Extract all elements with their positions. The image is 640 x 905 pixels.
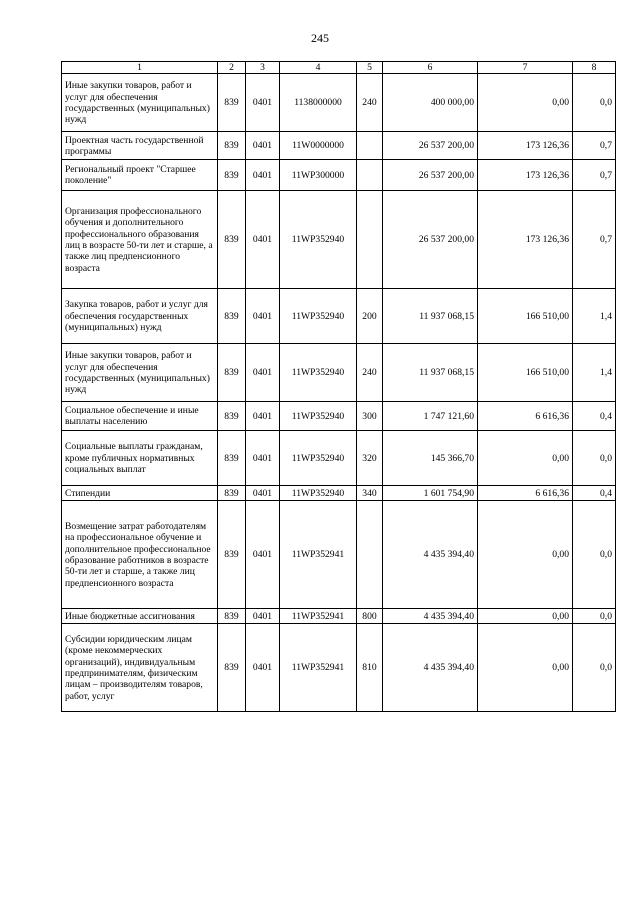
cell-percent: 0,7	[573, 132, 616, 160]
cell-section: 0401	[246, 74, 280, 132]
table-row	[62, 501, 616, 609]
cell-percent: 0,0	[573, 74, 616, 132]
cell-target: 11WP352940	[280, 191, 357, 289]
cell-section: 0401	[246, 501, 280, 609]
cell-actual: 0,00	[478, 74, 573, 132]
cell-code: 839	[218, 74, 246, 132]
cell-percent: 0,0	[573, 431, 616, 486]
table-row	[62, 402, 616, 431]
cell-plan: 1 747 121,60	[383, 402, 478, 431]
cell-actual: 6 616,36	[478, 402, 573, 431]
cell-actual: 0,00	[478, 624, 573, 712]
table-row	[62, 132, 616, 160]
table-row	[62, 609, 616, 624]
cell-target: 11WP352940	[280, 402, 357, 431]
cell-section: 0401	[246, 191, 280, 289]
cell-actual: 173 126,36	[478, 132, 573, 160]
cell-section: 0401	[246, 289, 280, 344]
cell-plan: 26 537 200,00	[383, 191, 478, 289]
cell-code: 839	[218, 191, 246, 289]
table-row	[62, 624, 616, 712]
cell-plan: 145 366,70	[383, 431, 478, 486]
row-name: Возмещение затрат работодателям на профессиональное обучение и дополнительное профессиональное образование работников в возрасте 50-ти лет и старше, а также лиц предпенсионного возраста	[62, 501, 218, 609]
cell-percent: 1,4	[573, 344, 616, 402]
table-row	[62, 344, 616, 402]
row-name: Стипендии	[62, 486, 218, 501]
cell-section: 0401	[246, 160, 280, 191]
cell-target: 11W0000000	[280, 132, 357, 160]
row-name: Иные закупки товаров, работ и услуг для обеспечения государственных (муниципальных) нужд	[62, 74, 218, 132]
header-cell: 1	[62, 62, 218, 74]
header-cell: 6	[383, 62, 478, 74]
row-name: Проектная часть государственной программы	[62, 132, 218, 160]
cell-target: 11WP352941	[280, 624, 357, 712]
cell-actual: 166 510,00	[478, 289, 573, 344]
cell-target: 11WP352940	[280, 431, 357, 486]
table-row	[62, 74, 616, 132]
table-row	[62, 191, 616, 289]
header-cell: 7	[478, 62, 573, 74]
cell-code: 839	[218, 289, 246, 344]
cell-plan: 4 435 394,40	[383, 624, 478, 712]
page-number: 245	[311, 31, 329, 45]
row-name: Иные закупки товаров, работ и услуг для обеспечения государственных (муниципальных) нужд	[62, 344, 218, 402]
cell-code: 839	[218, 431, 246, 486]
cell-plan: 26 537 200,00	[383, 132, 478, 160]
cell-section: 0401	[246, 132, 280, 160]
cell-section: 0401	[246, 431, 280, 486]
cell-percent: 0,7	[573, 191, 616, 289]
cell-plan: 11 937 068,15	[383, 289, 478, 344]
cell-type	[357, 132, 383, 160]
cell-percent: 0,0	[573, 609, 616, 624]
cell-plan: 4 435 394,40	[383, 609, 478, 624]
cell-actual: 173 126,36	[478, 160, 573, 191]
header-cell: 2	[218, 62, 246, 74]
cell-code: 839	[218, 160, 246, 191]
row-name: Закупка товаров, работ и услуг для обеспечения государственных (муниципальных) нужд	[62, 289, 218, 344]
cell-code: 839	[218, 486, 246, 501]
cell-type: 320	[357, 431, 383, 486]
cell-type: 240	[357, 344, 383, 402]
cell-type	[357, 501, 383, 609]
cell-section: 0401	[246, 402, 280, 431]
table-row	[62, 431, 616, 486]
header-cell: 8	[573, 62, 616, 74]
cell-actual: 0,00	[478, 609, 573, 624]
row-name: Субсидии юридическим лицам (кроме некоммерческих организаций), индивидуальным предпринимателям, физическим лицам – производителям товаров, работ, услуг	[62, 624, 218, 712]
cell-code: 839	[218, 609, 246, 624]
cell-plan: 11 937 068,15	[383, 344, 478, 402]
cell-percent: 0,0	[573, 624, 616, 712]
cell-actual: 6 616,36	[478, 486, 573, 501]
cell-section: 0401	[246, 486, 280, 501]
cell-target: 11WP352941	[280, 501, 357, 609]
table-row	[62, 486, 616, 501]
table-row	[62, 289, 616, 344]
cell-code: 839	[218, 132, 246, 160]
cell-type: 200	[357, 289, 383, 344]
cell-actual: 0,00	[478, 501, 573, 609]
cell-percent: 1,4	[573, 289, 616, 344]
row-name: Региональный проект "Старшее поколение"	[62, 160, 218, 191]
cell-plan: 1 601 754,90	[383, 486, 478, 501]
row-name: Социальные выплаты гражданам, кроме публичных нормативных социальных выплат	[62, 431, 218, 486]
cell-code: 839	[218, 344, 246, 402]
budget-table	[61, 61, 616, 712]
cell-plan: 4 435 394,40	[383, 501, 478, 609]
header-cell: 4	[280, 62, 357, 74]
cell-target: 11WP300000	[280, 160, 357, 191]
row-name: Организация профессионального обучения и дополнительного профессионального образования лиц в возрасте 50-ти лет и старше, а также лиц предпенсионного возраста	[62, 191, 218, 289]
header-cell: 5	[357, 62, 383, 74]
cell-target: 11WP352940	[280, 344, 357, 402]
cell-target: 1138000000	[280, 74, 357, 132]
cell-type: 800	[357, 609, 383, 624]
row-name: Социальное обеспечение и иные выплаты населению	[62, 402, 218, 431]
cell-actual: 173 126,36	[478, 191, 573, 289]
cell-percent: 0,4	[573, 486, 616, 501]
cell-type: 240	[357, 74, 383, 132]
cell-code: 839	[218, 402, 246, 431]
row-name: Иные бюджетные ассигнования	[62, 609, 218, 624]
cell-target: 11WP352940	[280, 486, 357, 501]
cell-target: 11WP352940	[280, 289, 357, 344]
table-header-row	[62, 62, 616, 74]
cell-actual: 0,00	[478, 431, 573, 486]
cell-type	[357, 160, 383, 191]
cell-section: 0401	[246, 624, 280, 712]
cell-percent: 0,4	[573, 402, 616, 431]
cell-percent: 0,0	[573, 501, 616, 609]
cell-plan: 26 537 200,00	[383, 160, 478, 191]
cell-code: 839	[218, 501, 246, 609]
cell-section: 0401	[246, 609, 280, 624]
cell-type	[357, 191, 383, 289]
cell-plan: 400 000,00	[383, 74, 478, 132]
cell-target: 11WP352941	[280, 609, 357, 624]
cell-type: 810	[357, 624, 383, 712]
cell-type: 300	[357, 402, 383, 431]
header-cell: 3	[246, 62, 280, 74]
cell-actual: 166 510,00	[478, 344, 573, 402]
cell-section: 0401	[246, 344, 280, 402]
cell-code: 839	[218, 624, 246, 712]
cell-percent: 0,7	[573, 160, 616, 191]
cell-type: 340	[357, 486, 383, 501]
table-row	[62, 160, 616, 191]
